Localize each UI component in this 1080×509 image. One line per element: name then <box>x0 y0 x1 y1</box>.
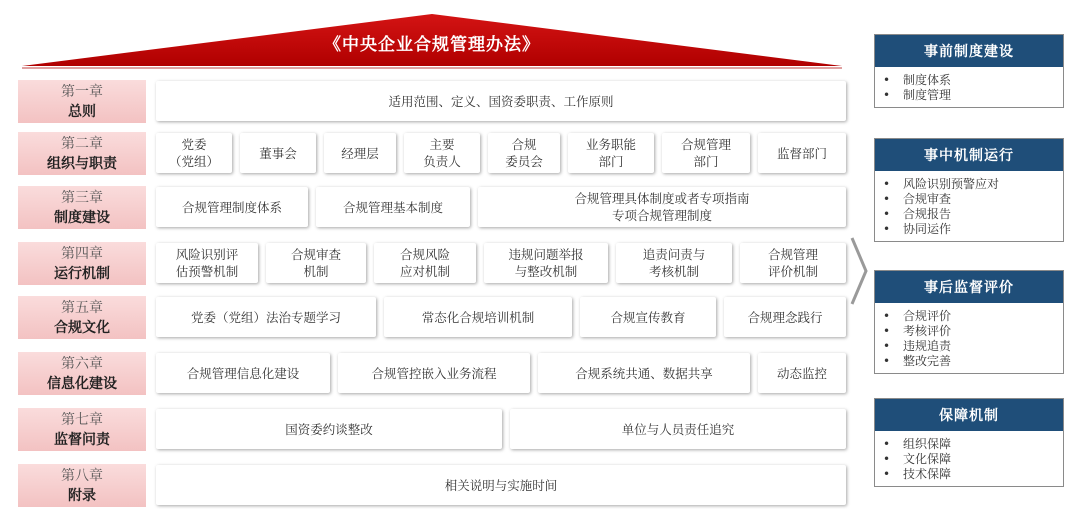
chapter-row-2 <box>18 130 846 177</box>
chapter-label <box>18 352 146 395</box>
chapter-number: 第八章 <box>61 468 103 484</box>
chapter-item: 主要 负责人 <box>404 133 480 173</box>
chevron-right-icon <box>848 236 870 306</box>
chapter-number: 第七章 <box>61 412 103 428</box>
chapter-label <box>18 464 146 507</box>
panel-title: 事前制度建设 <box>875 35 1063 67</box>
chapter-item: 党委（党组）法治专题学习 <box>156 297 376 337</box>
chapter-label <box>18 296 146 339</box>
panel-title: 保障机制 <box>875 399 1063 431</box>
chapter-item: 经理层 <box>324 133 396 173</box>
chapter-item: 单位与人员责任追究 <box>510 409 846 449</box>
chapter-item: 监督部门 <box>758 133 846 173</box>
panel-safeguard <box>874 398 1064 487</box>
panel-list-item: • 制度体系 <box>883 73 1055 88</box>
panel-list-item: • 违规追责 <box>883 339 1055 354</box>
panel-list <box>875 431 1063 486</box>
chapter-name: 合规文化 <box>54 320 110 336</box>
panel-list-item: • 合规审查 <box>883 192 1055 207</box>
panel-list-item: • 技术保障 <box>883 467 1055 482</box>
chapter-number: 第四章 <box>61 246 103 262</box>
panel-list-item: • 文化保障 <box>883 452 1055 467</box>
chapter-item: 合规管理具体制度或者专项指南 专项合规管理制度 <box>478 187 846 227</box>
chapter-item: 董事会 <box>240 133 316 173</box>
panel-list-item: • 制度管理 <box>883 88 1055 103</box>
chapter-label <box>18 186 146 229</box>
panel-post-supervision <box>874 270 1064 374</box>
panel-list-item: • 合规报告 <box>883 207 1055 222</box>
chapter-item: 合规风险 应对机制 <box>374 243 476 283</box>
panel-title: 事后监督评价 <box>875 271 1063 303</box>
panel-list-item: • 组织保障 <box>883 437 1055 452</box>
diagram-title: 《中央企业合规管理办法》 <box>324 35 540 55</box>
chapter-number: 第一章 <box>61 84 103 100</box>
chapter-name: 组织与职责 <box>47 156 117 172</box>
chapter-name: 信息化建设 <box>47 376 117 392</box>
chapter-item: 合规管理 部门 <box>662 133 750 173</box>
chapter-number: 第五章 <box>61 300 103 316</box>
chapter-item: 合规 委员会 <box>488 133 560 173</box>
chapter-item: 党委 （党组） <box>156 133 232 173</box>
panel-list <box>875 67 1063 107</box>
chapter-name: 附录 <box>68 488 96 504</box>
chapter-name: 监督问责 <box>54 432 110 448</box>
chapter-row-6 <box>18 350 846 397</box>
chapter-item: 违规问题举报 与整改机制 <box>484 243 608 283</box>
chapter-item: 合规管理信息化建设 <box>156 353 330 393</box>
chapter-label <box>18 80 146 123</box>
chapter-row-7 <box>18 406 846 453</box>
panel-list-item: • 风险识别预警应对 <box>883 177 1055 192</box>
chapter-item: 适用范围、定义、国资委职责、工作原则 <box>156 81 846 121</box>
chapter-label <box>18 132 146 175</box>
chapter-item: 风险识别评 估预警机制 <box>156 243 258 283</box>
chapter-item: 合规管控嵌入业务流程 <box>338 353 530 393</box>
chapter-row-5 <box>18 294 846 341</box>
chapter-item: 合规管理制度体系 <box>156 187 308 227</box>
chapter-row-8 <box>18 462 846 509</box>
chapter-name: 总则 <box>68 104 96 120</box>
chapter-item: 合规理念践行 <box>724 297 846 337</box>
chapter-row-3 <box>18 184 846 231</box>
chapter-item: 合规管理 评价机制 <box>740 243 846 283</box>
chapter-number: 第三章 <box>61 190 103 206</box>
chapter-item: 国资委约谈整改 <box>156 409 502 449</box>
chapter-item: 动态监控 <box>758 353 846 393</box>
chapter-item: 常态化合规培训机制 <box>384 297 572 337</box>
chapter-label <box>18 242 146 285</box>
panel-in-process <box>874 138 1064 242</box>
chapter-name: 制度建设 <box>54 210 110 226</box>
chapter-item: 业务职能 部门 <box>568 133 654 173</box>
chapter-item: 合规系统共通、数据共享 <box>538 353 750 393</box>
panel-pre-control <box>874 34 1064 108</box>
panel-title: 事中机制运行 <box>875 139 1063 171</box>
panel-list <box>875 171 1063 241</box>
chapter-number: 第二章 <box>61 136 103 152</box>
panel-list-item: • 考核评价 <box>883 324 1055 339</box>
chapter-item: 相关说明与实施时间 <box>156 465 846 505</box>
chapter-row-4 <box>18 240 846 287</box>
chapter-row-1 <box>18 78 846 125</box>
panel-list-item: • 合规评价 <box>883 309 1055 324</box>
chapter-number: 第六章 <box>61 356 103 372</box>
chapter-item: 追责问责与 考核机制 <box>616 243 732 283</box>
panel-list-item: • 协同运作 <box>883 222 1055 237</box>
chapter-label <box>18 408 146 451</box>
panel-list <box>875 303 1063 373</box>
chapter-item: 合规宣传教育 <box>580 297 716 337</box>
chapter-name: 运行机制 <box>54 266 110 282</box>
chapter-item: 合规审查 机制 <box>266 243 366 283</box>
panel-list-item: • 整改完善 <box>883 354 1055 369</box>
chapter-item: 合规管理基本制度 <box>316 187 470 227</box>
